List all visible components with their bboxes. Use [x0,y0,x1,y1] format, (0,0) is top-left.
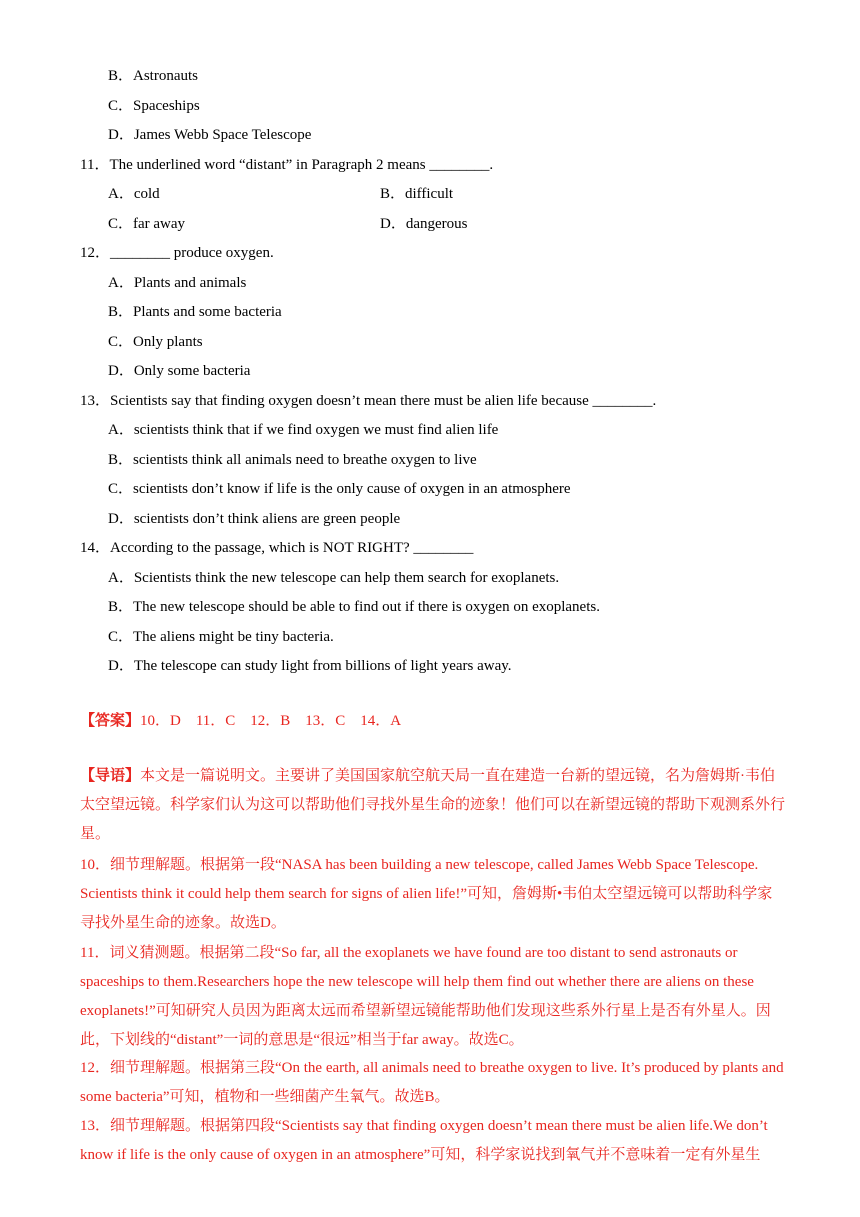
answer-label: 【答案】 [80,713,141,729]
q12-option-b: B．Plants and some bacteria [108,304,282,320]
q12-option-d: D．Only some bacteria [108,363,251,379]
q11-option-b: B．difficult [380,186,454,202]
q13-option-b: B．scientists think all animals need to breathe oxygen to live [108,452,477,468]
q11-option-d: D．dangerous [380,216,468,232]
explanation-12: 12．细节理解题。根据第三段“On the earth, all animals need to breathe oxygen to live. It’s produced by plants and some bacteria”可知，植物和一些细菌产生氧气。故选B。 [80,1060,784,1105]
q12-option-c: C．Only plants [108,334,203,350]
guide-label: 【导语】 [80,768,141,784]
q14-stem: 14．According to the passage, which is NOT RIGHT? ________ [80,540,474,556]
guide-text: 本文是一篇说明文。主要讲了美国国家航空航天局一直在建造一台新的望远镜，名为詹姆斯·韦伯太空望远镜。科学家们认为这可以帮助他们寻找外星生命的迹象！他们可以在新望远镜的帮助下观测系外行星。 [80,768,786,842]
q11-stem: 11．The underlined word “distant” in Paragraph 2 means ________. [80,157,494,173]
explanation-10: 10．细节理解题。根据第一段“NASA has been building a new telescope, called James Webb Space Telescope. Scientists think it could help them search for signs of alien life!”可知，詹姆斯•韦伯太空望远镜可以帮助科学家寻找外星生命的迹象。故选D。 [80,857,773,931]
answer-line [80,711,401,731]
q10-option-c: C．Spaceships [108,98,200,114]
q10-option-b: B．Astronauts [108,68,199,84]
q11-option-c: C．far away [108,216,186,232]
q14-option-a: A．Scientists think the new telescope can help them search for exoplanets. [108,570,560,586]
q12-stem: 12．________ produce oxygen. [80,245,274,261]
q13-option-a: A．scientists think that if we find oxygen we must find alien life [108,422,499,438]
q13-option-c: C．scientists don’t know if life is the only cause of oxygen in an atmosphere [108,481,571,497]
answer-text: 10．D 11．C 12．B 13．C 14．A [140,713,402,729]
q14-option-c: C．The aliens might be tiny bacteria. [108,629,334,645]
q13-stem: 13．Scientists say that finding oxygen doesn’t mean there must be alien life because ________. [80,393,657,409]
explanation-11: 11．词义猜测题。根据第二段“So far, all the exoplanets we have found are too distant to send astronauts or spaceships to them.Researchers hope the new telescope will help them find out whether there are aliens on these exoplanets!”可知研究人员因为距离太远而希望新望远镜能帮助他们发现这些系外行星上是否有外星人。因此，下划线的“distant”一词的意思是“很远”相当于far away。故选C。 [80,945,771,1048]
explanation-13: 13．细节理解题。根据第四段“Scientists say that finding oxygen doesn’t mean there must be alien life.We don’t know if life is the only cause of oxygen in an atmosphere”可知，科学家说找到氧气并不意味着一定有外星生 [80,1118,768,1163]
q10-option-d: D．James Webb Space Telescope [108,127,312,143]
q14-option-d: D．The telescope can study light from billions of light years away. [108,658,512,674]
q13-option-d: D．scientists don’t think aliens are green people [108,511,401,527]
q11-option-a: A．cold [108,186,160,202]
q14-option-b: B．The new telescope should be able to find out if there is oxygen on exoplanets. [108,599,600,615]
q12-option-a: A．Plants and animals [108,275,247,291]
guide-paragraph [80,762,785,849]
